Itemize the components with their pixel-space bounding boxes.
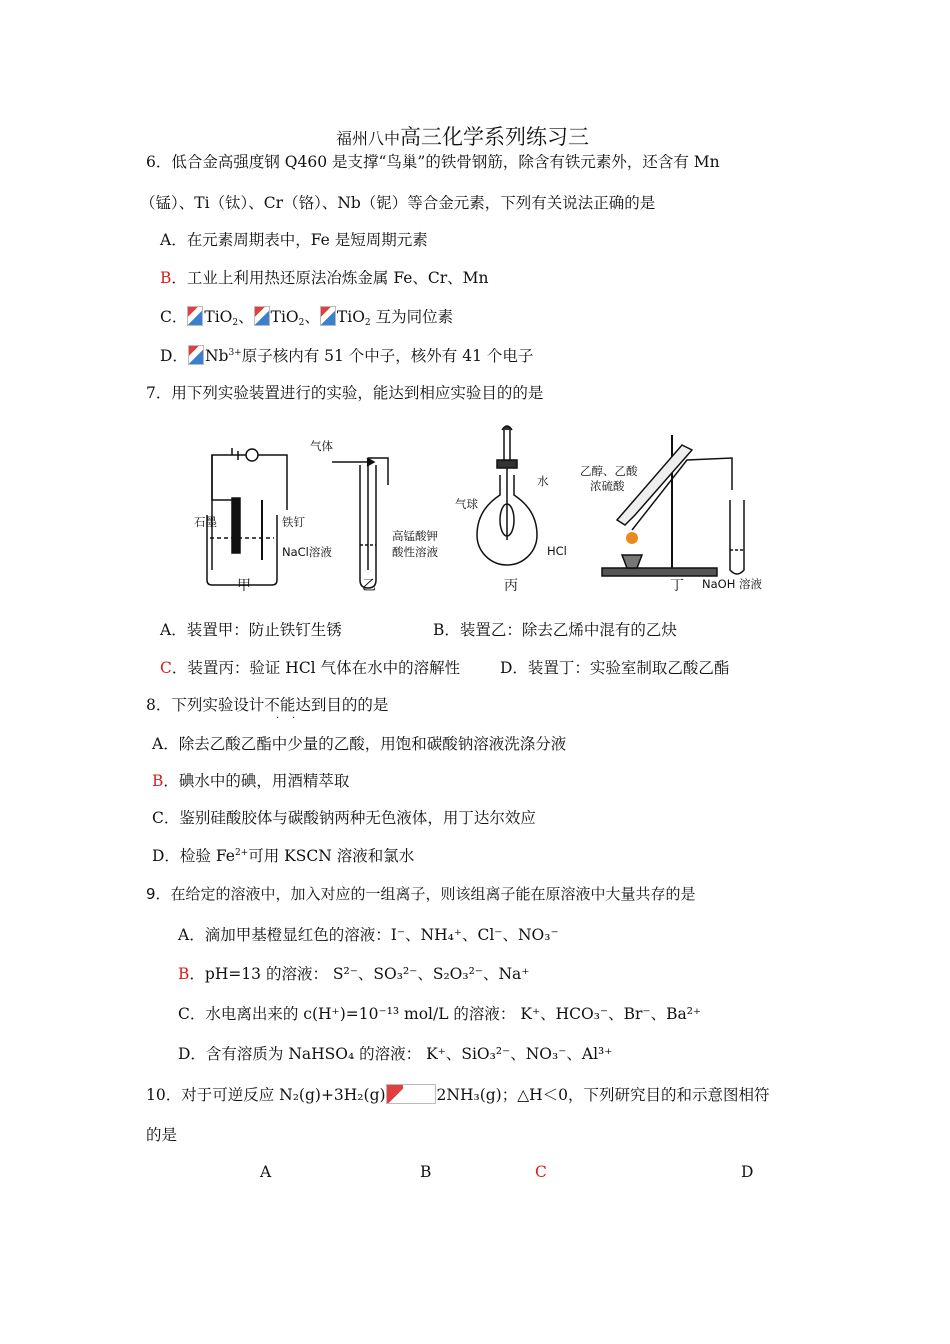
q6-option-c: C． TiO$_2$、 TiO$_2$、 TiO$_2$ 互为同位素 <box>160 308 454 328</box>
apparatus-diagram <box>192 420 767 600</box>
q10-option-b: B <box>420 1163 432 1181</box>
label-nacl: NaCl溶液 <box>282 545 332 559</box>
q9-option-d: D．含有溶质为 NaHSO₄ 的溶液： K⁺、SiO₃²⁻、NO₃⁻、Al³⁺ <box>178 1045 613 1063</box>
q8-option-b: B．碘水中的碘，用酒精萃取 <box>152 772 350 790</box>
label-water: 水 <box>537 474 549 488</box>
apparatus-bing <box>477 426 537 565</box>
page-title <box>336 124 589 152</box>
broken-image-icon <box>386 1084 436 1104</box>
emphasis-dot: · <box>276 713 280 724</box>
label-gas: 气体 <box>310 439 333 453</box>
q10-stem-line2: 的是 <box>146 1126 178 1144</box>
answer-letter: B <box>152 772 164 790</box>
label-reagent-2: 浓硫酸 <box>590 479 625 493</box>
q8-option-c: C．鉴别硅酸胶体与碳酸钠两种无色液体，用丁达尔效应 <box>152 809 536 827</box>
broken-image-icon <box>254 306 270 326</box>
broken-image-icon <box>320 306 336 326</box>
q7-option-b: B．装置乙：除去乙烯中混有的乙炔 <box>433 621 677 639</box>
broken-image-icon <box>188 345 204 365</box>
q6-option-b: B．工业上利用热还原法冶炼金属 Fe、Cr、Mn <box>160 269 489 287</box>
q6-option-d: D． $Nb^{3+}$原子核内有 51 个中子，核外有 41 个电子 <box>160 347 534 365</box>
q7-option-d: D．装置丁：实验室制取乙酸乙酯 <box>500 659 730 677</box>
q7-option-c: C．装置丙：验证 HCl 气体在水中的溶解性 <box>160 659 461 677</box>
q9-option-a: A．滴加甲基橙显红色的溶液：I⁻、NH₄⁺、Cl⁻、NO₃⁻ <box>178 926 559 944</box>
caption-ding: 丁 <box>670 578 684 594</box>
answer-letter: C <box>160 659 172 677</box>
q7-option-a: A．装置甲：防止铁钉生锈 <box>160 621 342 639</box>
flame-icon <box>626 532 638 544</box>
apparatus-jia <box>207 448 287 585</box>
school-name: 福州八中 <box>336 129 401 148</box>
q8-option-a: A．除去乙酸乙酯中少量的乙酸，用饱和碳酸钠溶液洗涤分液 <box>152 735 567 753</box>
label-iron-nail: 铁钉 <box>282 515 305 529</box>
q8-stem: 8．下列实验设计不能达到目的的是 <box>146 696 389 714</box>
q10-option-c: C <box>535 1163 547 1181</box>
label-graphite: 石墨 <box>194 515 217 529</box>
label-naoh: NaOH 溶液 <box>702 577 763 591</box>
caption-jia: 甲 <box>237 578 251 594</box>
answer-letter: B <box>178 965 190 983</box>
q9-option-b: B．pH=13 的溶液： S²⁻、SO₃²⁻、S₂O₃²⁻、Na⁺ <box>178 965 530 983</box>
q9-stem: 9．在给定的溶液中，加入对应的一组离子，则该组离子能在原溶液中大量共存的是 <box>146 885 696 903</box>
q10-option-d: D <box>741 1163 754 1181</box>
apparatus-yi <box>332 458 388 588</box>
apparatus-figure <box>192 420 767 600</box>
label-kmno4-2: 酸性溶液 <box>392 545 438 559</box>
apparatus-ding <box>602 435 744 576</box>
q6-stem-line1: 6．低合金高强度钢 Q460 是支撑“鸟巢”的铁骨钢筋，除含有铁元素外，还含有 Mn <box>146 153 720 171</box>
q10-stem-line1: 10．对于可逆反应 N₂(g)+3H₂(g) 2NH₃(g)；△H＜0，下列研究目的和示意图相符 <box>146 1086 770 1104</box>
q6-stem-line2: （锰）、Ti（钛）、Cr（铬）、Nb（铌）等合金元素，下列有关说法正确的是 <box>140 194 656 212</box>
q8-option-d: D．检验 $Fe^{2+}$可用 KSCN 溶液和氯水 <box>152 847 415 865</box>
label-kmno4-1: 高锰酸钾 <box>392 529 438 543</box>
answer-letter: B <box>160 269 172 287</box>
label-hcl: HCl <box>547 544 567 558</box>
q7-stem: 7．用下列实验装置进行的实验，能达到相应实验目的的是 <box>146 384 544 402</box>
q10-option-a: A <box>260 1163 272 1181</box>
label-balloon: 气球 <box>455 497 478 511</box>
q9-option-c: C．水电离出来的 c(H⁺)=10⁻¹³ mol/L 的溶液： K⁺、HCO₃⁻、Br⁻、Ba²⁺ <box>178 1005 702 1023</box>
caption-bing: 丙 <box>504 578 518 594</box>
label-reagent-1: 乙醇、乙酸 <box>580 464 638 478</box>
caption-yi: 乙 <box>362 578 376 594</box>
emphasis-dot: · <box>292 713 296 724</box>
broken-image-icon <box>187 306 203 326</box>
q6-option-a: A．在元素周期表中，Fe 是短周期元素 <box>160 231 428 249</box>
paper-title: 高三化学系列练习三 <box>400 125 590 149</box>
